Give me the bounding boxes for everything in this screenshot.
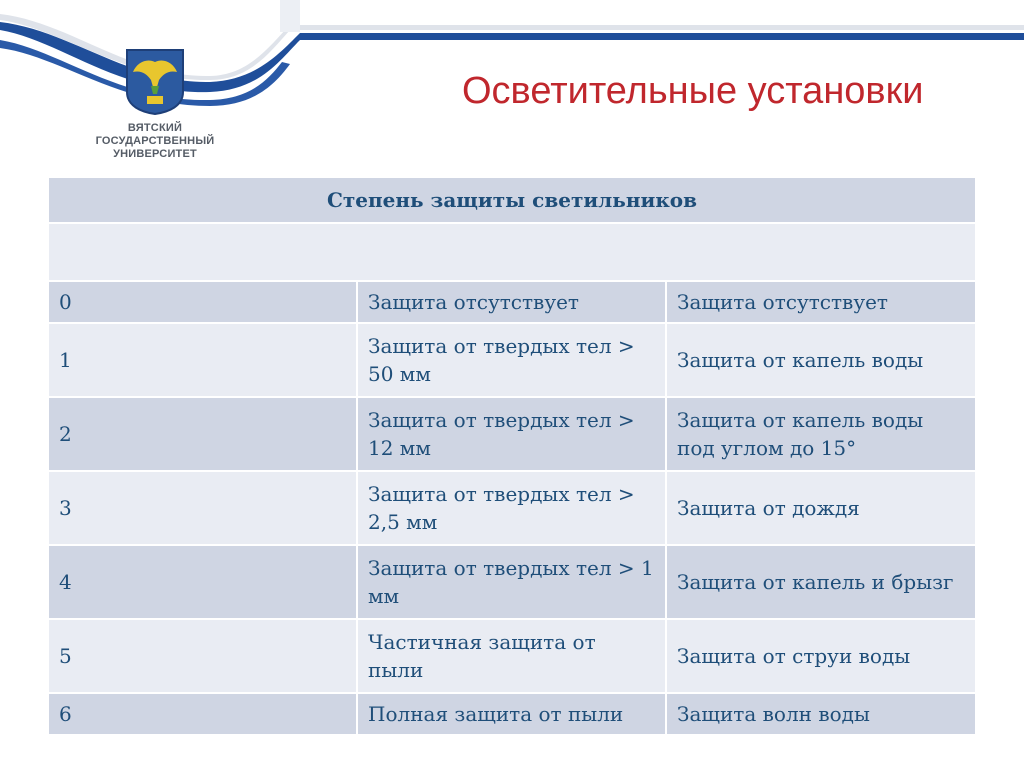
water-cell: Защита отсутствует	[666, 281, 975, 323]
solids-cell: Защита от твердых тел > 2,5 мм	[357, 471, 666, 545]
code-cell: 3	[49, 471, 357, 545]
water-cell: Защита от капель воды под углом до 15°	[666, 397, 975, 471]
code-cell: 5	[49, 619, 357, 693]
logo-text	[80, 122, 230, 161]
logo-line: ГОСУДАРСТВЕННЫЙ	[95, 135, 215, 147]
logo-line: ВЯТСКИЙ	[127, 122, 183, 134]
solids-cell: Полная защита от пыли	[357, 693, 666, 735]
table-header-row	[49, 178, 975, 223]
table-row	[49, 619, 975, 693]
table-row	[49, 545, 975, 619]
water-cell: Защита от струи воды	[666, 619, 975, 693]
water-cell: Защита от капель и брызг	[666, 545, 975, 619]
table-heading: Степень защиты светильников	[49, 178, 975, 223]
table-blank-row	[49, 223, 975, 281]
crest-icon	[125, 48, 185, 116]
water-cell: Защита от дождя	[666, 471, 975, 545]
table-row	[49, 323, 975, 397]
code-cell: 0	[49, 281, 357, 323]
solids-cell: Защита отсутствует	[357, 281, 666, 323]
table-row	[49, 693, 975, 735]
water-cell: Защита от капель воды	[666, 323, 975, 397]
solids-cell: Защита от твердых тел > 50 мм	[357, 323, 666, 397]
table-row	[49, 281, 975, 323]
solids-cell: Защита от твердых тел > 12 мм	[357, 397, 666, 471]
code-cell: 2	[49, 397, 357, 471]
table-row	[49, 397, 975, 471]
university-logo	[80, 48, 230, 161]
protection-table	[49, 178, 975, 736]
protection-table-container	[49, 178, 975, 736]
logo-line: УНИВЕРСИТЕТ	[113, 148, 197, 160]
table-row	[49, 471, 975, 545]
code-cell: 1	[49, 323, 357, 397]
table-blank-cell	[49, 223, 975, 281]
water-cell: Защита волн воды	[666, 693, 975, 735]
code-cell: 6	[49, 693, 357, 735]
code-cell: 4	[49, 545, 357, 619]
solids-cell: Защита от твердых тел > 1 мм	[357, 545, 666, 619]
page-title: Осветительные установки	[462, 70, 924, 112]
solids-cell: Частичная защита от пыли	[357, 619, 666, 693]
